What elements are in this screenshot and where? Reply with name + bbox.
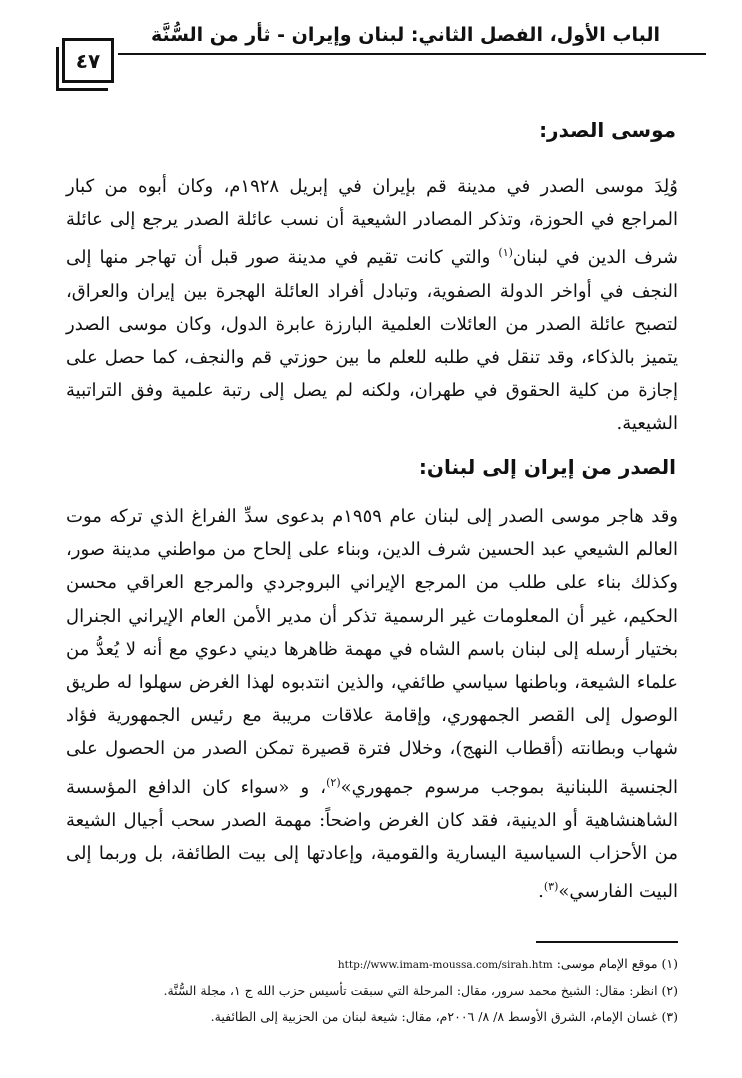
paragraph-musa-sadr bbox=[66, 170, 678, 441]
paragraph-text-a: وقد هاجر موسى الصدر إلى لبنان عام ١٩٥٩م بدعوى سدِّ الفراغ الذي تركه موت العالم الشيعي عبد الحسين شرف الدين، وبناء على إلحاح من مواطني مدينة صور، وكذلك بناء على طلب من المرجع الإيراني البروجردي والمرجع العراقي محسن الحكيم، غير أن المعلومات غير الرسمية تذكر أن مدير الأمن العام الإيراني الجنرال بختيار أرسله إلى لبنان باسم الشاه في مهمة ظاهرها ديني دعوي مع أنه لا يُعدُّ من علماء الشيعة، وباطنها سياسي طائفي، والذين انتدبوه لهذا الغرض سهلوا له طريق الوصول إلى القصر الجمهوري، وإقامة علاقات مريبة مع رئيس الجمهورية فؤاد شهاب وبطانته (أقطاب النهج)، وخلال فترة قصيرة تمكن الصدر من الحصول على الجنسية اللبنانية بموجب مرسوم جمهوري» bbox=[66, 506, 679, 798]
footnote-3: (٣) غسان الإمام، الشرق الأوسط ٨/ ٨/ ٢٠٠٦م، مقال: شيعة لبنان من الحزبية إلى الطائفية. bbox=[210, 1009, 678, 1024]
footnote-1 bbox=[66, 952, 678, 977]
section-heading-iran-to-lebanon: الصدر من إيران إلى لبنان: bbox=[418, 455, 676, 479]
footnote-1-url[interactable]: http://www.imam-moussa.com/sirah.htm bbox=[337, 959, 553, 971]
footnote-separator bbox=[536, 941, 678, 943]
footnote-ref-2[interactable]: (٢) bbox=[326, 775, 341, 789]
footnote-ref-1[interactable]: (١) bbox=[498, 246, 513, 260]
footnote-ref-3[interactable]: (٣) bbox=[543, 880, 559, 894]
running-header-title: الباب الأول، الفصل الثاني: لبنان وإيران - ثأر من السُّنَّة bbox=[150, 24, 660, 46]
paragraph-text-end: . bbox=[538, 881, 544, 903]
footnote-1-text: (١) موقع الإمام موسى: bbox=[552, 956, 678, 971]
section-heading-musa-sadr: موسى الصدر: bbox=[539, 118, 676, 142]
paragraph-text: وُلِدَ موسى الصدر في مدينة قم بإيران في إبريل ١٩٢٨م، وكان أبوه من كبار المراجع في الحوزة، وتذكر المصادر الشيعية أن نسب عائلة الصدر يرجع إلى عائلة شرف الدين في لبنان bbox=[66, 176, 678, 269]
header-rule bbox=[118, 53, 706, 55]
paragraph-iran-to-lebanon bbox=[66, 500, 678, 908]
page-number: ٤٧ bbox=[75, 48, 101, 73]
page-number-box bbox=[62, 38, 114, 83]
paragraph-text-b: ، و «سواء كان الدافع المؤسسة الشاهنشاهية أو الدينية، فقد كان الغرض واضحاً: مهمة الصدر سحب أجيال الشيعة من الأحزاب السياسية اليسارية والقومية، وإعادتها إلى بيت الطائفة، بل وربما إلى البيت الفارسي» bbox=[66, 776, 678, 903]
footnotes bbox=[66, 952, 678, 1031]
footnote-2: (٢) انظر: مقال: الشيخ محمد سرور، مقال: المرحلة التي سبقت تأسيس حزب الله ج ١، مجلة السُّنَّة. bbox=[163, 983, 678, 998]
paragraph-text-cont: والتي كانت تقيم في مدينة صور قبل أن تهاجر منها إلى النجف في أواخر الدولة الصفوية، وتبادل أفراد العائلة الهجرة بين إيران والعراق، لتصبح عائلة الصدر من العائلات العلمية البارزة عابرة الدول، وكان موسى الصدر يتميز بالذكاء، وقد تنقل في طلبه للعلم ما بين حوزتي قم والنجف، كما حصل على إجازة من كلية الحقوق في طهران، ولكنه لم يصل إلى رتبة علمية وفق التراتبية الشيعية. bbox=[66, 247, 678, 435]
